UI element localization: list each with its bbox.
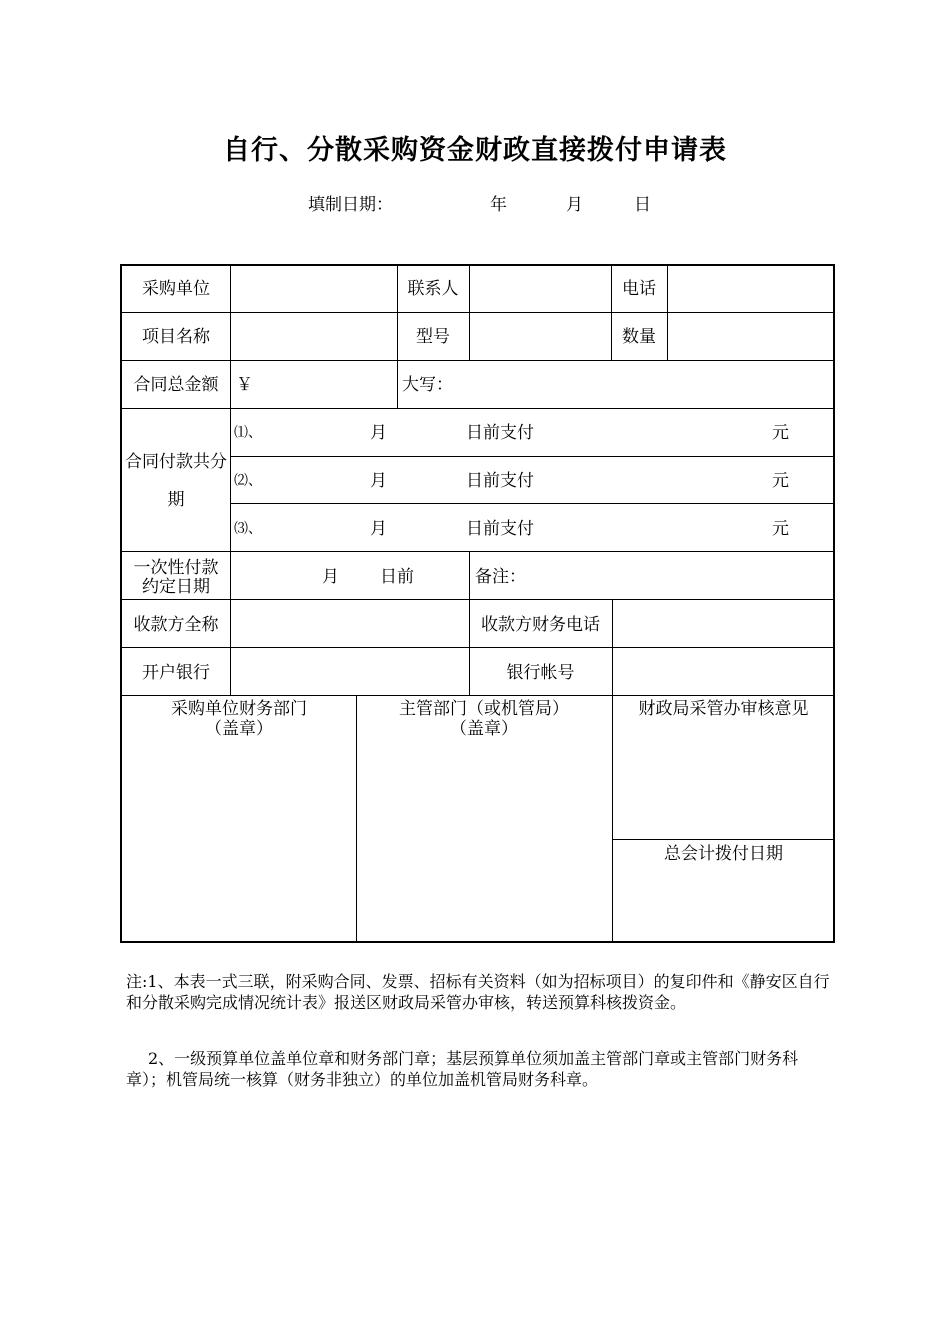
row-line [122, 312, 835, 313]
account-label: 银行帐号 [506, 663, 575, 683]
supervisor-dept-seal: （盖章） [450, 719, 518, 739]
row-line [122, 408, 835, 409]
remark-label: 备注： [475, 567, 526, 587]
installment-3-pay: 日前支付 [466, 519, 534, 539]
note-1: 注:1、本表一式三联，附采购合同、发票、招标有关资料（如为招标项目）的复印件和《静安区自行和分散采购完成情况统计表》报送区财政局采管办审核，转送预算科核拨资金。 [126, 972, 830, 1012]
row-line [122, 599, 835, 600]
installment-2-unit: 元 [772, 471, 789, 491]
installment-1-unit: 元 [772, 423, 789, 443]
installments-label-period: 期 [167, 490, 185, 510]
fill-date-year: 年 [490, 195, 507, 215]
lump-sum-month: 月 [322, 567, 339, 587]
phone-label: 电话 [622, 279, 656, 299]
row-line [230, 503, 835, 504]
row-line [230, 456, 835, 457]
installment-1-number: ⑴、 [234, 425, 262, 441]
installment-1-month: 月 [370, 423, 387, 443]
supervisor-dept-label: 主管部门（或机管局） [399, 699, 569, 719]
col-line [612, 599, 613, 943]
col-line [667, 266, 668, 360]
page-title: 自行、分散采购资金财政直接拨付申请表 [223, 135, 727, 166]
amount-in-words-label: 大写： [402, 375, 453, 395]
note-2: 2、一级预算单位盖单位章和财务部门章；基层预算单位须加盖主管部门章或主管部门财务科章）；机管局统一核算（财务非独立）的单位加盖机管局财务科章。 [126, 1049, 799, 1089]
row-line [122, 695, 835, 696]
model-label: 型号 [416, 327, 450, 347]
yen-symbol: ￥ [236, 375, 253, 395]
lump-sum-date-label: 约定日期 [142, 577, 210, 597]
installment-2-pay: 日前支付 [466, 471, 534, 491]
payee-phone-label: 收款方财务电话 [481, 615, 600, 635]
bureau-opinion-label: 财政局采管办审核意见 [638, 699, 809, 719]
lump-sum-day: 日前 [380, 567, 414, 587]
contact-label: 联系人 [407, 279, 459, 299]
application-form [120, 264, 835, 943]
installment-3-number: ⑶、 [234, 521, 262, 537]
finance-dept-label: 采购单位财务部门 [171, 699, 307, 719]
col-line [469, 266, 470, 360]
bank-label: 开户银行 [142, 663, 210, 683]
accountant-date-label: 总会计拨付日期 [664, 844, 783, 864]
lump-sum-label: 一次性付款 [133, 558, 219, 578]
installment-3-month: 月 [370, 519, 387, 539]
installment-2-month: 月 [370, 471, 387, 491]
installment-1-pay: 日前支付 [466, 423, 534, 443]
row-line [122, 551, 835, 552]
payee-name-label: 收款方全称 [133, 615, 219, 635]
fill-date-label: 填制日期： [308, 195, 393, 215]
fill-date-day: 日 [634, 195, 651, 215]
purchasing-unit-label: 采购单位 [142, 279, 210, 299]
contract-total-label: 合同总金额 [133, 375, 219, 395]
row-line [122, 647, 835, 648]
row-line [122, 360, 835, 361]
row-line [612, 839, 835, 840]
col-line [230, 266, 231, 695]
fill-date-month: 月 [566, 195, 583, 215]
finance-dept-seal: （盖章） [205, 719, 273, 739]
installment-2-number: ⑵、 [234, 473, 262, 489]
installments-label: 合同付款共分 [125, 452, 227, 472]
project-name-label: 项目名称 [142, 327, 210, 347]
installment-3-unit: 元 [772, 519, 789, 539]
quantity-label: 数量 [622, 327, 656, 347]
